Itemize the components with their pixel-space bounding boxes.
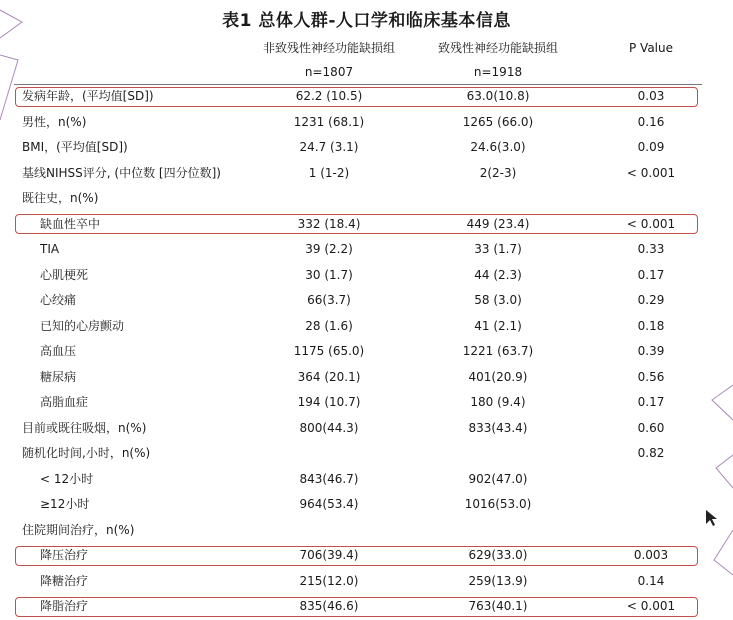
col-header-group-a [246, 36, 412, 84]
table-row [0, 467, 733, 493]
value-group-b: 902(47.0) [468, 471, 528, 486]
row-label: 发病年龄，(平均值[SD]) [22, 89, 154, 103]
col-header-group-a-name: 非致残性神经功能缺损组 [262, 41, 395, 55]
table-row [0, 288, 733, 314]
table-row [0, 263, 733, 289]
p-value: 0.17 [637, 267, 665, 282]
p-value: 0.29 [637, 293, 665, 307]
table-row [0, 135, 733, 161]
p-value: 0.17 [637, 395, 665, 409]
row-label: 心绞痛 [40, 293, 77, 307]
value-group-b: 1221 (63.7) [462, 344, 534, 358]
value-group-b: 259(13.9) [468, 573, 528, 588]
value-group-a: 1231 (68.1) [293, 114, 365, 129]
value-group-b: 449 (23.4) [466, 216, 530, 231]
value-group-a: 332 (18.4) [297, 216, 361, 231]
p-value: 0.16 [637, 114, 665, 129]
row-label: 目前或既往吸烟，n(%) [22, 420, 147, 435]
p-value: < 0.001 [626, 165, 676, 180]
p-value: 0.18 [637, 318, 665, 333]
table-row [0, 492, 733, 518]
p-value: < 0.001 [626, 216, 676, 231]
p-value: 0.33 [637, 242, 665, 256]
value-group-a: 28 (1.6) [305, 318, 353, 333]
row-label: 高脂血症 [40, 395, 89, 409]
row-label: 降糖治疗 [40, 573, 89, 588]
col-header-group-b [420, 36, 576, 84]
value-group-b: 833(43.4) [468, 420, 528, 435]
p-value: 0.60 [637, 420, 665, 435]
table-row [0, 339, 733, 365]
value-group-b: 63.0(10.8) [466, 89, 530, 103]
p-value: 0.56 [637, 369, 665, 384]
value-group-a: 30 (1.7) [305, 267, 353, 282]
value-group-b: 44 (2.3) [474, 267, 522, 282]
value-group-a: 843(46.7) [299, 471, 359, 486]
value-group-b: 58 (3.0) [474, 293, 522, 307]
value-group-b: 401(20.9) [468, 369, 528, 384]
row-label: 随机化时间,小时，n(%) [22, 446, 151, 460]
row-label: ≥12小时 [40, 497, 90, 511]
table-row [0, 416, 733, 442]
value-group-b: 629(33.0) [468, 548, 528, 562]
table-row [0, 314, 733, 340]
value-group-a: 66(3.7) [307, 293, 351, 307]
row-label: 降压治疗 [40, 548, 89, 562]
row-label: 高血压 [40, 344, 77, 358]
row-label: 心肌梗死 [40, 267, 89, 282]
table-title: 表1 总体人群-人口学和临床基本信息 [222, 11, 511, 31]
p-value: < 0.001 [626, 599, 676, 613]
value-group-b: 41 (2.1) [474, 318, 522, 333]
table-row [0, 237, 733, 263]
table-row [0, 543, 733, 569]
p-value: 0.39 [637, 344, 665, 358]
value-group-b: 1265 (66.0) [462, 114, 534, 129]
value-group-b: 180 (9.4) [470, 395, 526, 409]
row-label: 降脂治疗 [40, 599, 89, 613]
table-row [0, 212, 733, 238]
value-group-a: 194 (10.7) [297, 395, 361, 409]
col-header-group-a-n: n=1807 [304, 65, 354, 79]
col-header-group-b-name: 致残性神经功能缺损组 [437, 41, 558, 55]
row-label: BMI，(平均值[SD]) [22, 140, 128, 154]
table-row [0, 365, 733, 391]
row-label: 糖尿病 [40, 369, 77, 384]
table-row [0, 441, 733, 467]
table-row [0, 390, 733, 416]
row-label: 男性，n(%) [22, 114, 87, 129]
value-group-a: 39 (2.2) [305, 242, 353, 256]
value-group-a: 1 (1-2) [308, 165, 350, 180]
value-group-b: 1016(53.0) [464, 497, 532, 511]
table-row [0, 161, 733, 187]
row-label: 缺血性卒中 [40, 216, 101, 231]
value-group-a: 62.2 (10.5) [295, 89, 363, 103]
value-group-a: 964(53.4) [299, 497, 359, 511]
value-group-a: 364 (20.1) [297, 369, 361, 384]
table-row [0, 518, 733, 544]
value-group-b: 33 (1.7) [474, 242, 522, 256]
table-row [0, 186, 733, 212]
row-label: 既往史，n(%) [22, 191, 99, 205]
p-value: 0.003 [633, 548, 669, 562]
value-group-b: 2(2-3) [479, 165, 517, 180]
row-label: 基线NIHSS评分, (中位数 [四分位数]) [22, 165, 221, 180]
row-label: TIA [40, 242, 60, 256]
row-label: < 12小时 [40, 471, 94, 486]
row-label: 住院期间治疗，n(%) [22, 522, 135, 537]
value-group-b: 763(40.1) [468, 599, 528, 613]
p-value: 0.03 [637, 89, 665, 103]
col-header-group-b-n: n=1918 [473, 65, 523, 79]
value-group-b: 24.6(3.0) [470, 140, 526, 154]
p-value: 0.14 [637, 573, 665, 588]
table-row [0, 84, 733, 110]
value-group-a: 800(44.3) [299, 420, 359, 435]
value-group-a: 24.7 (3.1) [299, 140, 359, 154]
table-row [0, 594, 733, 620]
table-row [0, 569, 733, 595]
p-value: 0.82 [637, 446, 665, 460]
value-group-a: 1175 (65.0) [293, 344, 365, 358]
value-group-a: 215(12.0) [299, 573, 359, 588]
table-row [0, 110, 733, 136]
col-header-p-value [596, 36, 706, 60]
value-group-a: 835(46.6) [299, 599, 359, 613]
row-label: 已知的心房颤动 [40, 318, 125, 333]
value-group-a: 706(39.4) [299, 548, 359, 562]
col-header-p-value-label: P Value [628, 41, 673, 55]
p-value: 0.09 [637, 140, 665, 154]
